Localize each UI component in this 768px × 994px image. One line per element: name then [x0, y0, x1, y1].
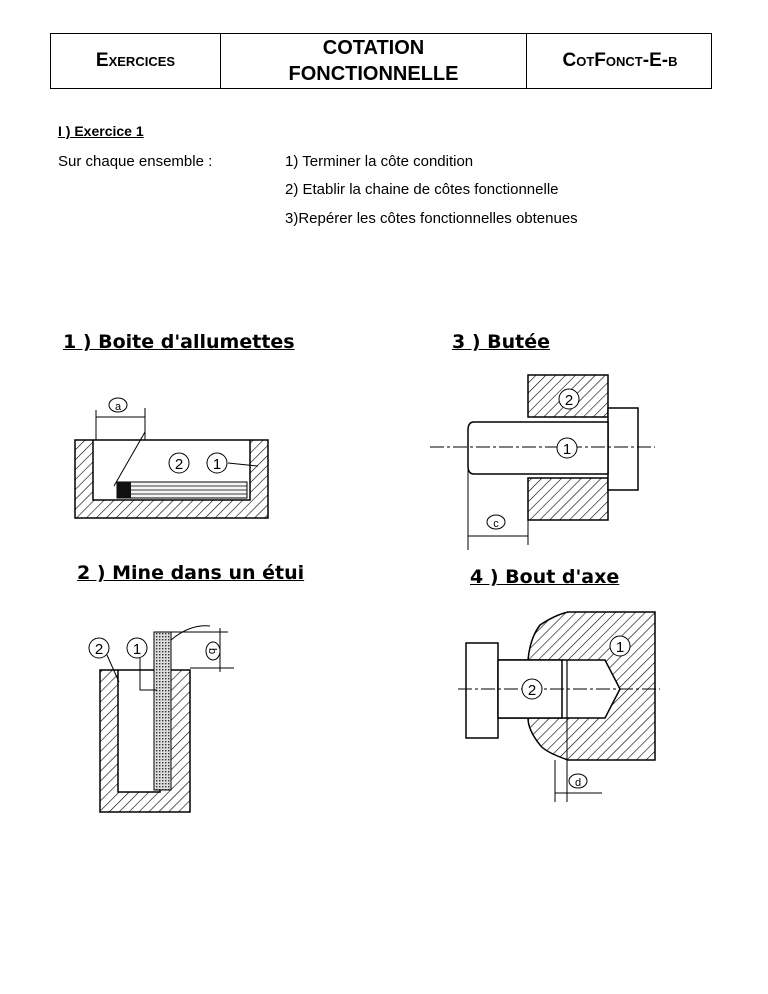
shaft-end [466, 643, 498, 738]
header-center-line1: COTATION [322, 37, 425, 59]
exercise-step-1: 1) Terminer la côte condition [285, 153, 474, 170]
exercise-title: I ) Exercice 1 [58, 123, 144, 139]
label-b: b [206, 647, 218, 655]
figure-1-title: 1 ) Boite d'allumettes [63, 331, 295, 353]
figure-4-title: 4 ) Bout d'axe [470, 566, 620, 588]
label-a: a [114, 401, 122, 413]
exercise-step-2: 2) Etablir la chaine de côtes fonctionnelle [285, 181, 559, 198]
lower-support-section [528, 478, 608, 520]
stop-washer [608, 408, 638, 490]
shaft [468, 422, 608, 474]
label-1: 1 [132, 641, 142, 658]
figure-1-drawing [75, 398, 268, 518]
label-2: 2 [94, 641, 104, 658]
figure-2-drawing [89, 626, 234, 812]
figure-4-drawing [458, 612, 660, 802]
case-section [100, 670, 190, 812]
exercise-step-3: 3)Repérer les côtes fonctionnelles obtenues [285, 210, 578, 227]
lead [154, 632, 171, 790]
label-1: 1 [562, 441, 572, 458]
label-2: 2 [564, 392, 574, 409]
figure-3-drawing [430, 375, 655, 550]
label-1: 1 [212, 456, 222, 473]
box-section [75, 440, 268, 518]
match-heads [117, 482, 131, 498]
exercise-intro: Sur chaque ensemble : [58, 153, 213, 170]
figure-3-title: 3 ) Butée [452, 331, 550, 353]
header-center-line2: FONCTIONNELLE [288, 63, 459, 85]
header-right-label: CotFonct-E-b [562, 50, 678, 71]
label-2: 2 [174, 456, 184, 473]
label-c: c [493, 518, 499, 530]
label-d: d [574, 777, 582, 789]
label-1: 1 [615, 639, 625, 656]
label-2: 2 [527, 682, 537, 699]
header-left-label: Exercices [95, 50, 176, 71]
figure-2-title: 2 ) Mine dans un étui [77, 562, 305, 584]
